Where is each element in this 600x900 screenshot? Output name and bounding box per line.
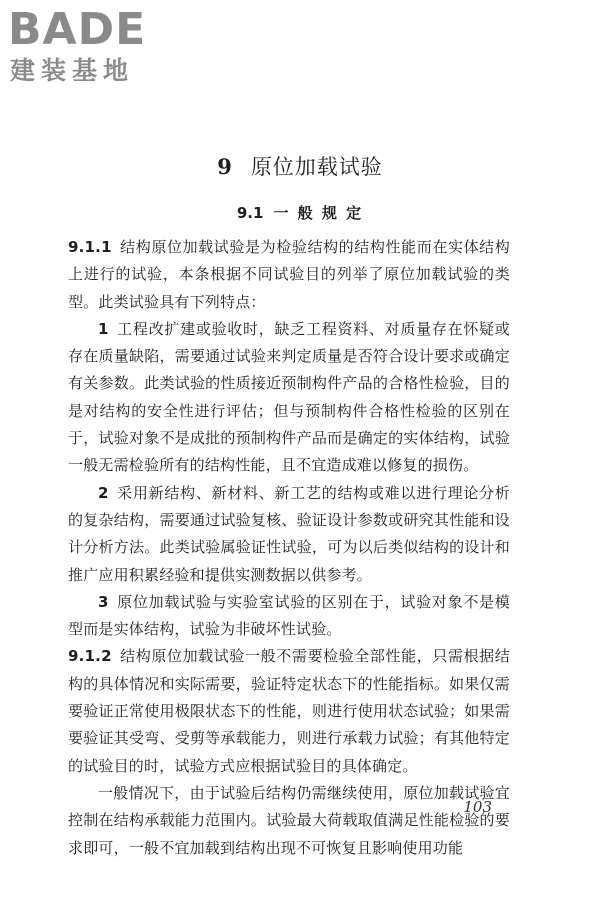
clause-9-1-1 (68, 234, 510, 316)
paragraph-text: 一般情况下，由于试验后结构仍需继续使用，原位加载试验宜控制在结构承载能力范围内。试验最大荷载取值满足性能检验的要求即可，一般不宜加载到结构出现不可恢复且影响使用功能 (68, 783, 510, 857)
clause-text: 结构原位加载试验一般不需要检验全部性能，只需根据结构的具体情况和实际需要，验证特定状态下的性能指标。如果仅需要验证正常使用极限状态下的性能，则进行使用状态试验；如果需要验证其受弯、受剪等承载能力，则进行承载力试验；有其他特定的试验目的时，试验方式应根据试验目的具体确定。 (68, 647, 510, 775)
item-text: 采用新结构、新材料、新工艺的结构或难以进行理论分析的复杂结构，需要通过试验复核、验证设计参数或研究其性能和设计分析方法。此类试验属验证性试验，可为以后类似结构的设计和推广应用积累经验和提供实测数据以供参考。 (68, 483, 510, 584)
item-number: 1 (98, 319, 109, 338)
clause-9-1-2 (68, 643, 510, 779)
section-number: 9.1 (236, 204, 264, 222)
item-number: 3 (98, 592, 109, 611)
item-2 (68, 480, 510, 589)
item-3 (68, 589, 510, 644)
continuation-paragraph (68, 780, 510, 862)
clause-number: 9.1.1 (68, 238, 112, 256)
logo-subtitle: 建装基地 (10, 56, 135, 85)
body-text (68, 234, 510, 862)
page-number: 103 (463, 798, 492, 816)
item-text: 工程改扩建或验收时，缺乏工程资料、对质量存在怀疑或存在质量缺陷，需要通过试验来判定质量是否符合设计要求或确定有关参数。此类试验的性质接近预制构件产品的合格性检验，目的是对结构的安全性进行评估；但与预制构件合格性检验的区别在于，试验对象不是成批的预制构件产品而是确定的实体结构，试验一般无需检验所有的结构性能，且不宜造成难以修复的损伤。 (68, 319, 510, 475)
clause-number: 9.1.2 (68, 647, 112, 666)
item-text: 原位加载试验与实验室试验的区别在于，试验对象不是模型而是实体结构，试验为非破坏性试验。 (68, 592, 510, 639)
item-number: 2 (98, 483, 109, 502)
bade-logo (8, 4, 178, 92)
section-title-text: 一 般 规 定 (273, 204, 364, 222)
item-1 (68, 316, 510, 480)
section-title (0, 200, 600, 226)
chapter-title (0, 152, 600, 182)
clause-text: 结构原位加载试验是为检验结构的结构性能而在实体结构上进行的试验，本条根据不同试验目的列举了原位加载试验的类型。此类试验具有下列特点： (68, 238, 510, 311)
logo-wordmark: BADE (8, 4, 147, 55)
chapter-number: 9 (217, 154, 233, 179)
chapter-title-text: 原位加载试验 (250, 155, 383, 179)
